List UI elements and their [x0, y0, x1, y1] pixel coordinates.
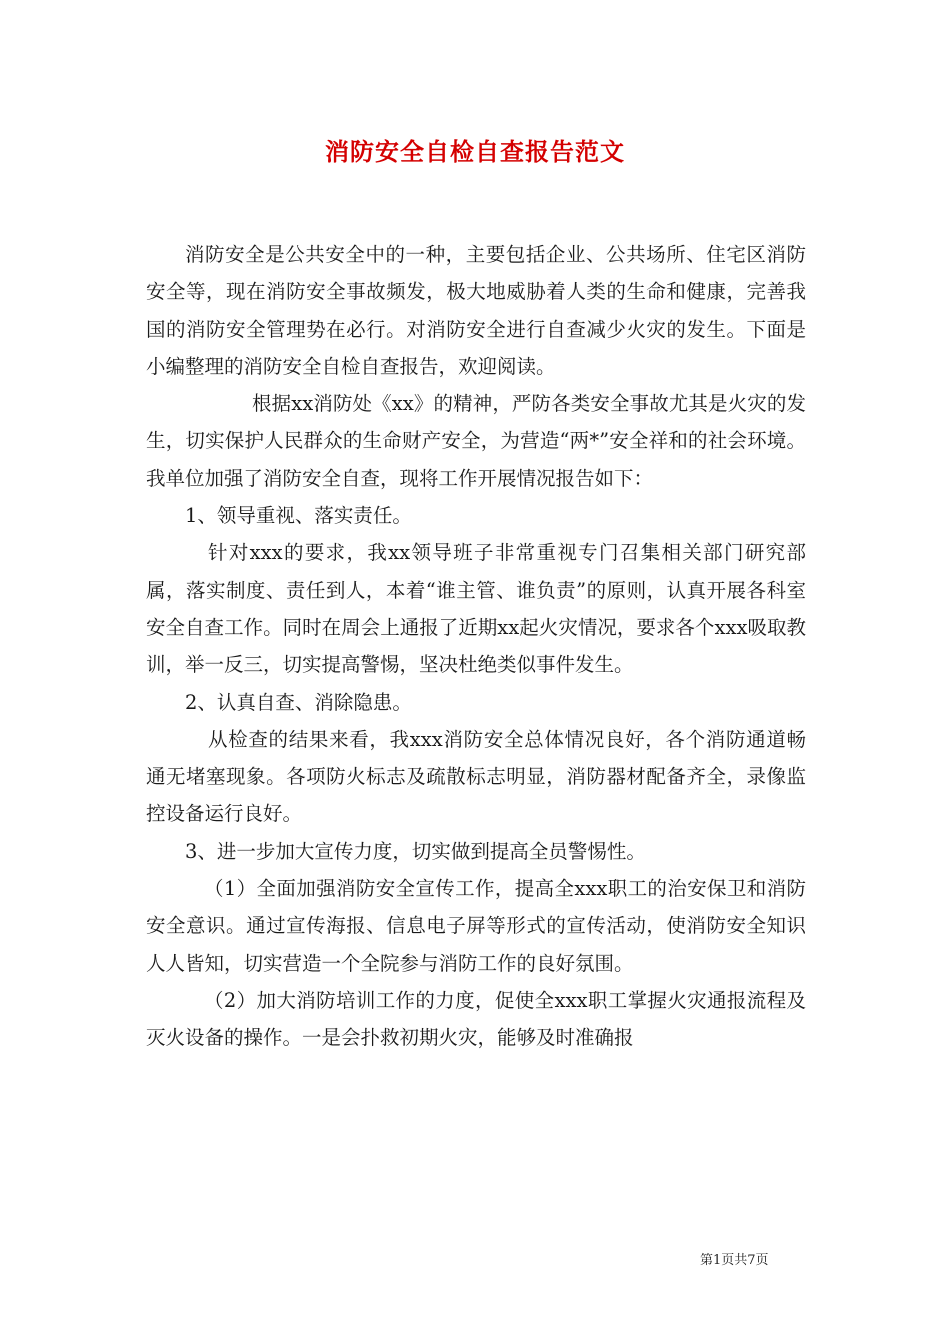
paragraph-background: 根据xx消防处《xx》的精神，严防各类安全事故尤其是火灾的发生，切实保护人民群众的生命财产安全，为营造“两*”安全祥和的社会环境。我单位加强了消防安全自查，现将工作开展情况报告如下： [146, 392, 806, 490]
paragraph-subsection-1: （1）全面加强消防安全宣传工作，提高全xxx职工的治安保卫和消防安全意识。通过宣传海报、信息电子屏等形式的宣传活动，使消防安全知识人人皆知，切实营造一个全院参与消防工作的良好氛围。 [146, 877, 806, 975]
section-heading-2: 2、认真自查、消除隐患。 [185, 690, 412, 714]
section-heading-1: 1、领导重视、落实责任。 [185, 504, 412, 528]
document-title: 消防安全自检自查报告范文 [325, 137, 625, 166]
paragraph-subsection-2: （2）加大消防培训工作的力度，促使全xxx职工掌握火灾通报流程及灭火设备的操作。一是会扑救初期火灾，能够及时准确报 [146, 988, 806, 1050]
paragraph-intro: 消防安全是公共安全中的一种，主要包括企业、公共场所、住宅区消防安全等，现在消防安全事故频发，极大地威胁着人类的生命和健康，完善我国的消防安全管理势在必行。对消防安全进行自查减少火灾的发生。下面是小编整理的消防安全自检自查报告，欢迎阅读。 [146, 243, 806, 378]
document-body [146, 236, 806, 1057]
paragraph-section-1: 针对xxx的要求，我xx领导班子非常重视专门召集相关部门研究部属，落实制度、责任到人，本着“谁主管、谁负责”的原则，认真开展各科室安全自查工作。同时在周会上通报了近期xx起火灾情况，要求各个xxx吸取教训，举一反三，切实提高警惕，坚决杜绝类似事件发生。 [146, 541, 806, 677]
paragraph-section-2: 从检查的结果来看，我xxx消防安全总体情况良好，各个消防通道畅通无堵塞现象。各项防火标志及疏散标志明显，消防器材配备齐全，录像监控设备运行良好。 [146, 727, 806, 826]
section-heading-3: 3、进一步加大宣传力度，切实做到提高全员警惕性。 [185, 839, 646, 863]
page-number-footer: 第1页共7页 [700, 1253, 769, 1268]
